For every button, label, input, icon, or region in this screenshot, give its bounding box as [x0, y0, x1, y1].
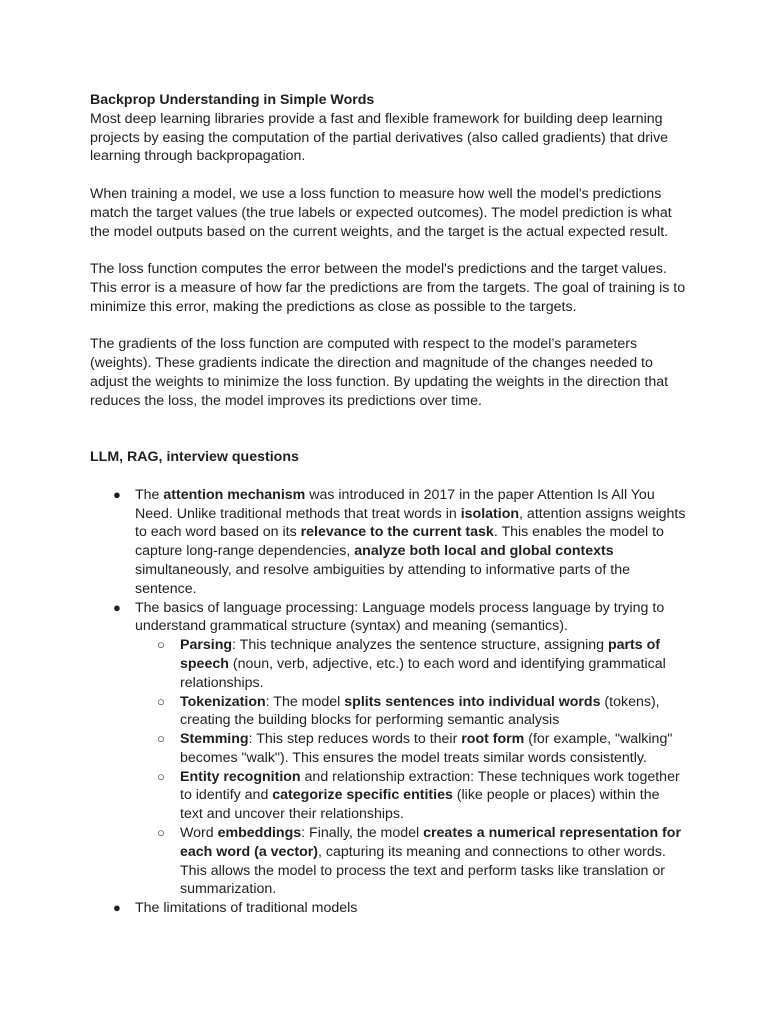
sub-list — [135, 636, 686, 899]
list-item-limitations — [90, 899, 686, 918]
bold-run: Stemming — [180, 731, 249, 748]
bold-run: parts of speech — [180, 637, 661, 672]
bold-run: attention mechanism — [163, 486, 306, 503]
bullet-marker: ● — [113, 900, 121, 916]
text-run: (like people or places) within the text and uncover their relationships. — [180, 787, 660, 823]
sub-item-stemming — [135, 730, 686, 768]
document-page — [90, 91, 686, 932]
text-run: : This step reduces words to their — [248, 731, 462, 748]
bold-run: Tokenization — [180, 693, 266, 710]
bold-run: Entity recognition — [180, 768, 301, 785]
text-run: The limitations of traditional models — [135, 900, 358, 917]
text-run: : This technique analyzes the sentence structure, assigning — [232, 637, 608, 654]
text-run: The — [135, 486, 164, 503]
text-run: (for example, "walking" becomes "walk"). This ensures the model treats similar words consistently. — [180, 731, 673, 766]
text-run: : Finally, the model — [301, 825, 424, 842]
bold-run: root form — [461, 731, 525, 748]
sub-bullet-marker: ○ — [157, 731, 165, 747]
sub-item-parsing — [135, 636, 686, 692]
text-run: simultaneously, and resolve ambiguities by attending to informative parts of the sentence. — [135, 561, 630, 597]
paragraph-error: The loss function computes the error between the model's predictions and the target values. This error is a measure of how far the predictions are from the targets. The goal of training is to minimize this error, making the predictions as close as possible to the targets. — [90, 261, 686, 315]
section-title-backprop: Backprop Understanding in Simple Words — [90, 92, 375, 108]
text-run: Word — [180, 825, 218, 842]
sub-item-entity-recognition — [135, 768, 686, 824]
bullet-list — [90, 486, 686, 918]
paragraph-intro: Most deep learning libraries provide a fast and flexible framework for building deep learning projects by easing the computation of the partial derivatives (also called gradients) that drive learning through backpropagation. — [90, 110, 669, 165]
list-item-attention — [90, 486, 686, 599]
bold-run: Parsing — [180, 637, 233, 654]
text-run: , attention assigns weights to each word based on its — [135, 505, 686, 541]
paragraph-loss-function: When training a model, we use a loss function to measure how well the model's predictions match the target values (the true labels or expected outcomes). The model prediction is what the model outputs based on the current weights, and the target is the actual expected result. — [90, 185, 672, 240]
bullet-marker: ● — [113, 486, 121, 502]
text-run: (noun, verb, adjective, etc.) to each word and identifying grammatical relationships. — [180, 655, 666, 691]
bold-run: creates a numerical representation for each word (a vector) — [180, 825, 681, 860]
text-run: : The model — [265, 693, 345, 710]
section-title-llm-rag: LLM, RAG, interview questions — [90, 449, 299, 466]
bullet-marker: ● — [113, 599, 121, 615]
text-run: (tokens), creating the building blocks for performing semantic analysis — [180, 693, 660, 729]
text-run: The basics of language processing: Language models process language by trying to understand grammatical structure (syntax) and meaning (semantics). — [135, 599, 665, 635]
sub-bullet-marker: ○ — [157, 825, 165, 841]
bold-run: relevance to the current task — [300, 524, 494, 541]
list-item-language-processing — [90, 599, 686, 900]
bold-run: splits sentences into individual words — [344, 693, 601, 710]
text-run: was introduced in 2017 in the paper Attention Is All You Need. Unlike traditional methods that treat words in — [135, 486, 655, 522]
bold-run: embeddings — [217, 825, 302, 842]
text-run: . This enables the model to capture long-range dependencies, — [135, 524, 664, 560]
bold-run: isolation — [460, 505, 520, 522]
sub-bullet-marker: ○ — [157, 768, 165, 784]
sub-item-word-embeddings — [135, 824, 686, 899]
sub-bullet-marker: ○ — [157, 693, 165, 709]
sub-item-tokenization — [135, 693, 686, 731]
bold-run: analyze both local and global contexts — [354, 543, 614, 560]
text-run: and relationship extraction: These techniques work together to identify and — [180, 768, 680, 804]
paragraph-gradients: The gradients of the loss function are computed with respect to the model’s parameters (weights). These gradients indicate the direction and magnitude of the changes needed to adjust the weights to minimize the loss function. By updating the weights in the direction that reduces the loss, the model improves its predictions over time. — [90, 336, 669, 409]
bold-run: categorize specific entities — [272, 787, 453, 804]
sub-bullet-marker: ○ — [157, 637, 165, 653]
text-run: , capturing its meaning and connections to other words. This allows the model to process the text and perform tasks like translation or summarization. — [180, 843, 666, 898]
